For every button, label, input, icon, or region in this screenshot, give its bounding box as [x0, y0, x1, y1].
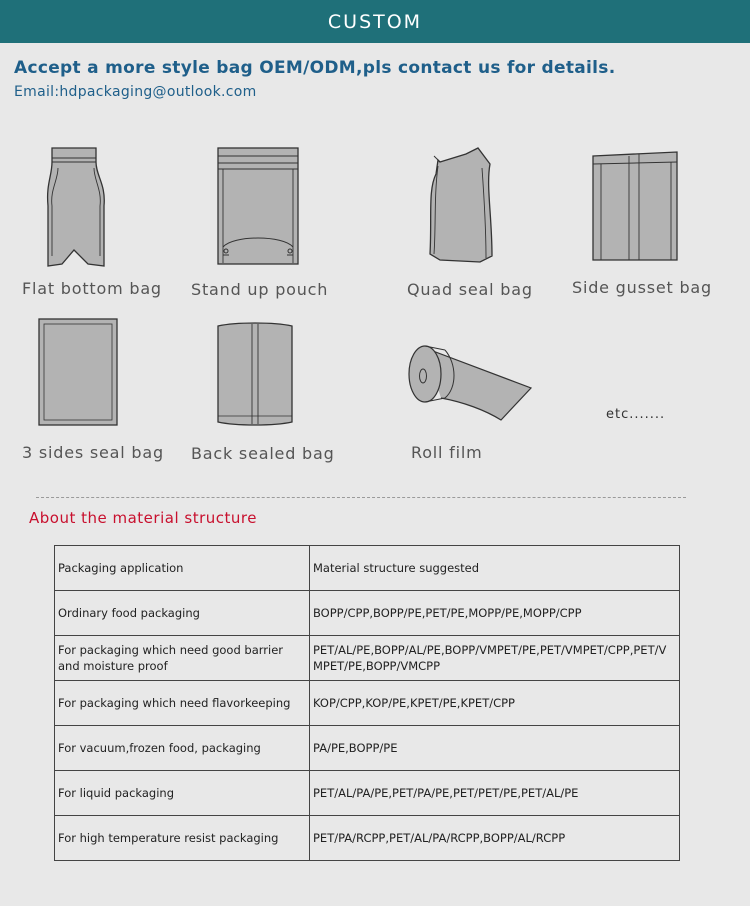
back-sealed-bag-icon: [216, 320, 294, 428]
material-structure-table: [54, 545, 680, 861]
table-row: [55, 816, 680, 861]
caption-stand-up-pouch: Stand up pouch: [191, 280, 329, 299]
table-row: [55, 771, 680, 816]
table-cell: Material structure suggested: [310, 546, 680, 591]
quad-seal-bag-icon: [426, 146, 496, 266]
table-cell: For vacuum,frozen food, packaging: [55, 726, 310, 771]
section-divider: [36, 497, 686, 498]
caption-back-sealed-bag: Back sealed bag: [191, 444, 335, 463]
table-header-row: [55, 546, 680, 591]
flat-bottom-bag-icon: [44, 146, 108, 270]
stand-up-pouch-icon: [217, 147, 299, 265]
table-row: [55, 636, 680, 681]
intro-headline: Accept a more style bag OEM/ODM,pls contact us for details.: [14, 58, 616, 78]
table-cell: PET/AL/PE,BOPP/AL/PE,BOPP/VMPET/PE,PET/VMPET/CPP,PET/VMPET/PE,BOPP/VMCPP: [310, 636, 680, 681]
table-cell: Packaging application: [55, 546, 310, 591]
table-cell: For packaging which need good barrier and moisture proof: [55, 636, 310, 681]
table-cell: BOPP/CPP,BOPP/PE,PET/PE,MOPP/PE,MOPP/CPP: [310, 591, 680, 636]
table-cell: For packaging which need flavorkeeping: [55, 681, 310, 726]
table-row: [55, 681, 680, 726]
material-section-title: About the material structure: [29, 509, 257, 527]
side-gusset-bag-icon: [591, 150, 681, 262]
table-cell: PA/PE,BOPP/PE: [310, 726, 680, 771]
etc-text: etc.......: [606, 407, 666, 422]
caption-three-sides-seal-bag: 3 sides seal bag: [22, 443, 164, 462]
table-cell: PET/AL/PA/PE,PET/PA/PE,PET/PET/PE,PET/AL/PE: [310, 771, 680, 816]
custom-banner: [0, 0, 750, 43]
caption-quad-seal-bag: Quad seal bag: [407, 280, 533, 299]
table-cell: Ordinary food packaging: [55, 591, 310, 636]
three-sides-seal-bag-icon: [38, 318, 118, 426]
table-cell: KOP/CPP,KOP/PE,KPET/PE,KPET/CPP: [310, 681, 680, 726]
contact-email[interactable]: Email:hdpackaging@outlook.com: [14, 84, 257, 100]
banner-title: CUSTOM: [327, 11, 423, 33]
table-row: [55, 726, 680, 771]
table-cell: PET/PA/RCPP,PET/AL/PA/RCPP,BOPP/AL/RCPP: [310, 816, 680, 861]
roll-film-icon: [405, 344, 535, 422]
caption-roll-film: Roll film: [411, 443, 483, 462]
table-cell: For liquid packaging: [55, 771, 310, 816]
table-cell: For high temperature resist packaging: [55, 816, 310, 861]
table-row: [55, 591, 680, 636]
caption-side-gusset-bag: Side gusset bag: [572, 278, 712, 297]
caption-flat-bottom-bag: Flat bottom bag: [22, 279, 162, 298]
